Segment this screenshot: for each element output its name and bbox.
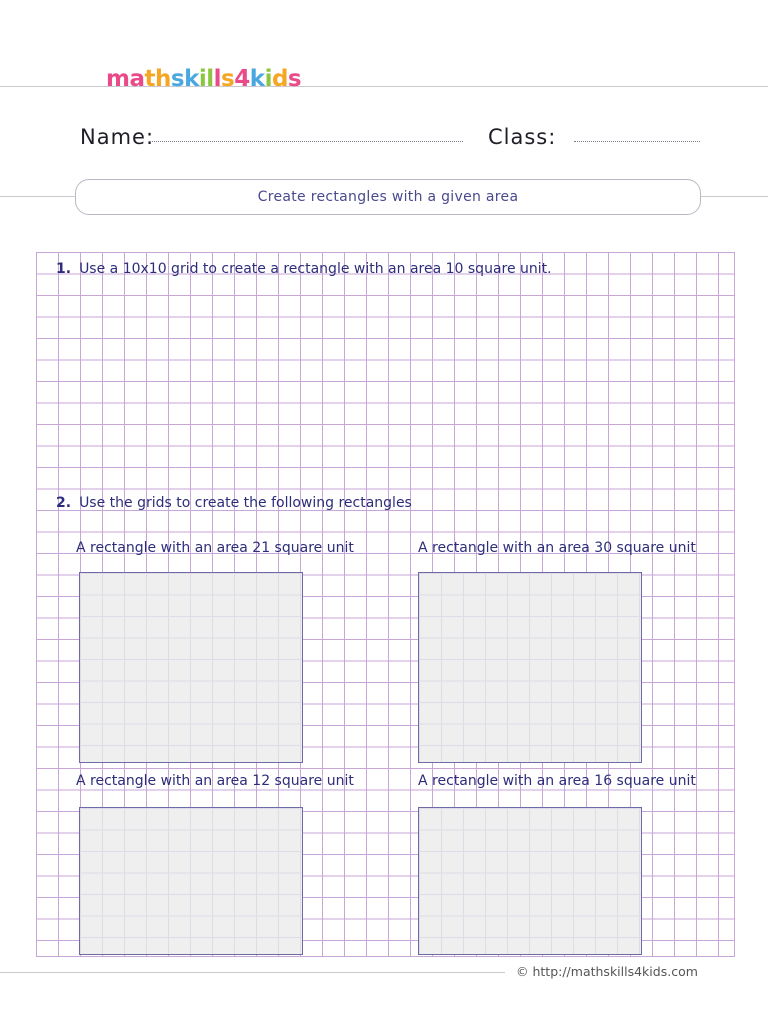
rectangle-caption-16: A rectangle with an area 16 square unit (418, 773, 696, 789)
question-1-text: Use a 10x10 grid to create a rectangle with an area 10 square unit. (79, 261, 552, 277)
question-2 (56, 495, 412, 511)
mathskills4kids-logo: mathskills4kids (106, 66, 302, 92)
question-1-number: 1. (56, 261, 72, 277)
question-2-number: 2. (56, 495, 72, 511)
rectangle-caption-30: A rectangle with an area 30 square unit (418, 540, 696, 556)
footer-copyright: © http://mathskills4kids.com (516, 964, 698, 979)
class-field[interactable] (574, 141, 700, 142)
rectangle-caption-12: A rectangle with an area 12 square unit (76, 773, 354, 789)
rectangle-grid-21[interactable] (79, 572, 303, 763)
worksheet-title (75, 179, 701, 215)
worksheet-title-text: Create rectangles with a given area (257, 189, 519, 205)
class-label: Class: (488, 125, 557, 149)
rectangle-caption-21: A rectangle with an area 21 square unit (76, 540, 354, 556)
rectangle-grid-12[interactable] (79, 807, 303, 955)
footer-rule (0, 972, 505, 973)
question-1 (56, 261, 552, 277)
name-field[interactable] (149, 141, 463, 142)
rectangle-grid-16[interactable] (418, 807, 642, 955)
rectangle-grid-30[interactable] (418, 572, 642, 763)
question-2-text: Use the grids to create the following rectangles (79, 495, 412, 511)
name-label: Name: (80, 125, 155, 149)
